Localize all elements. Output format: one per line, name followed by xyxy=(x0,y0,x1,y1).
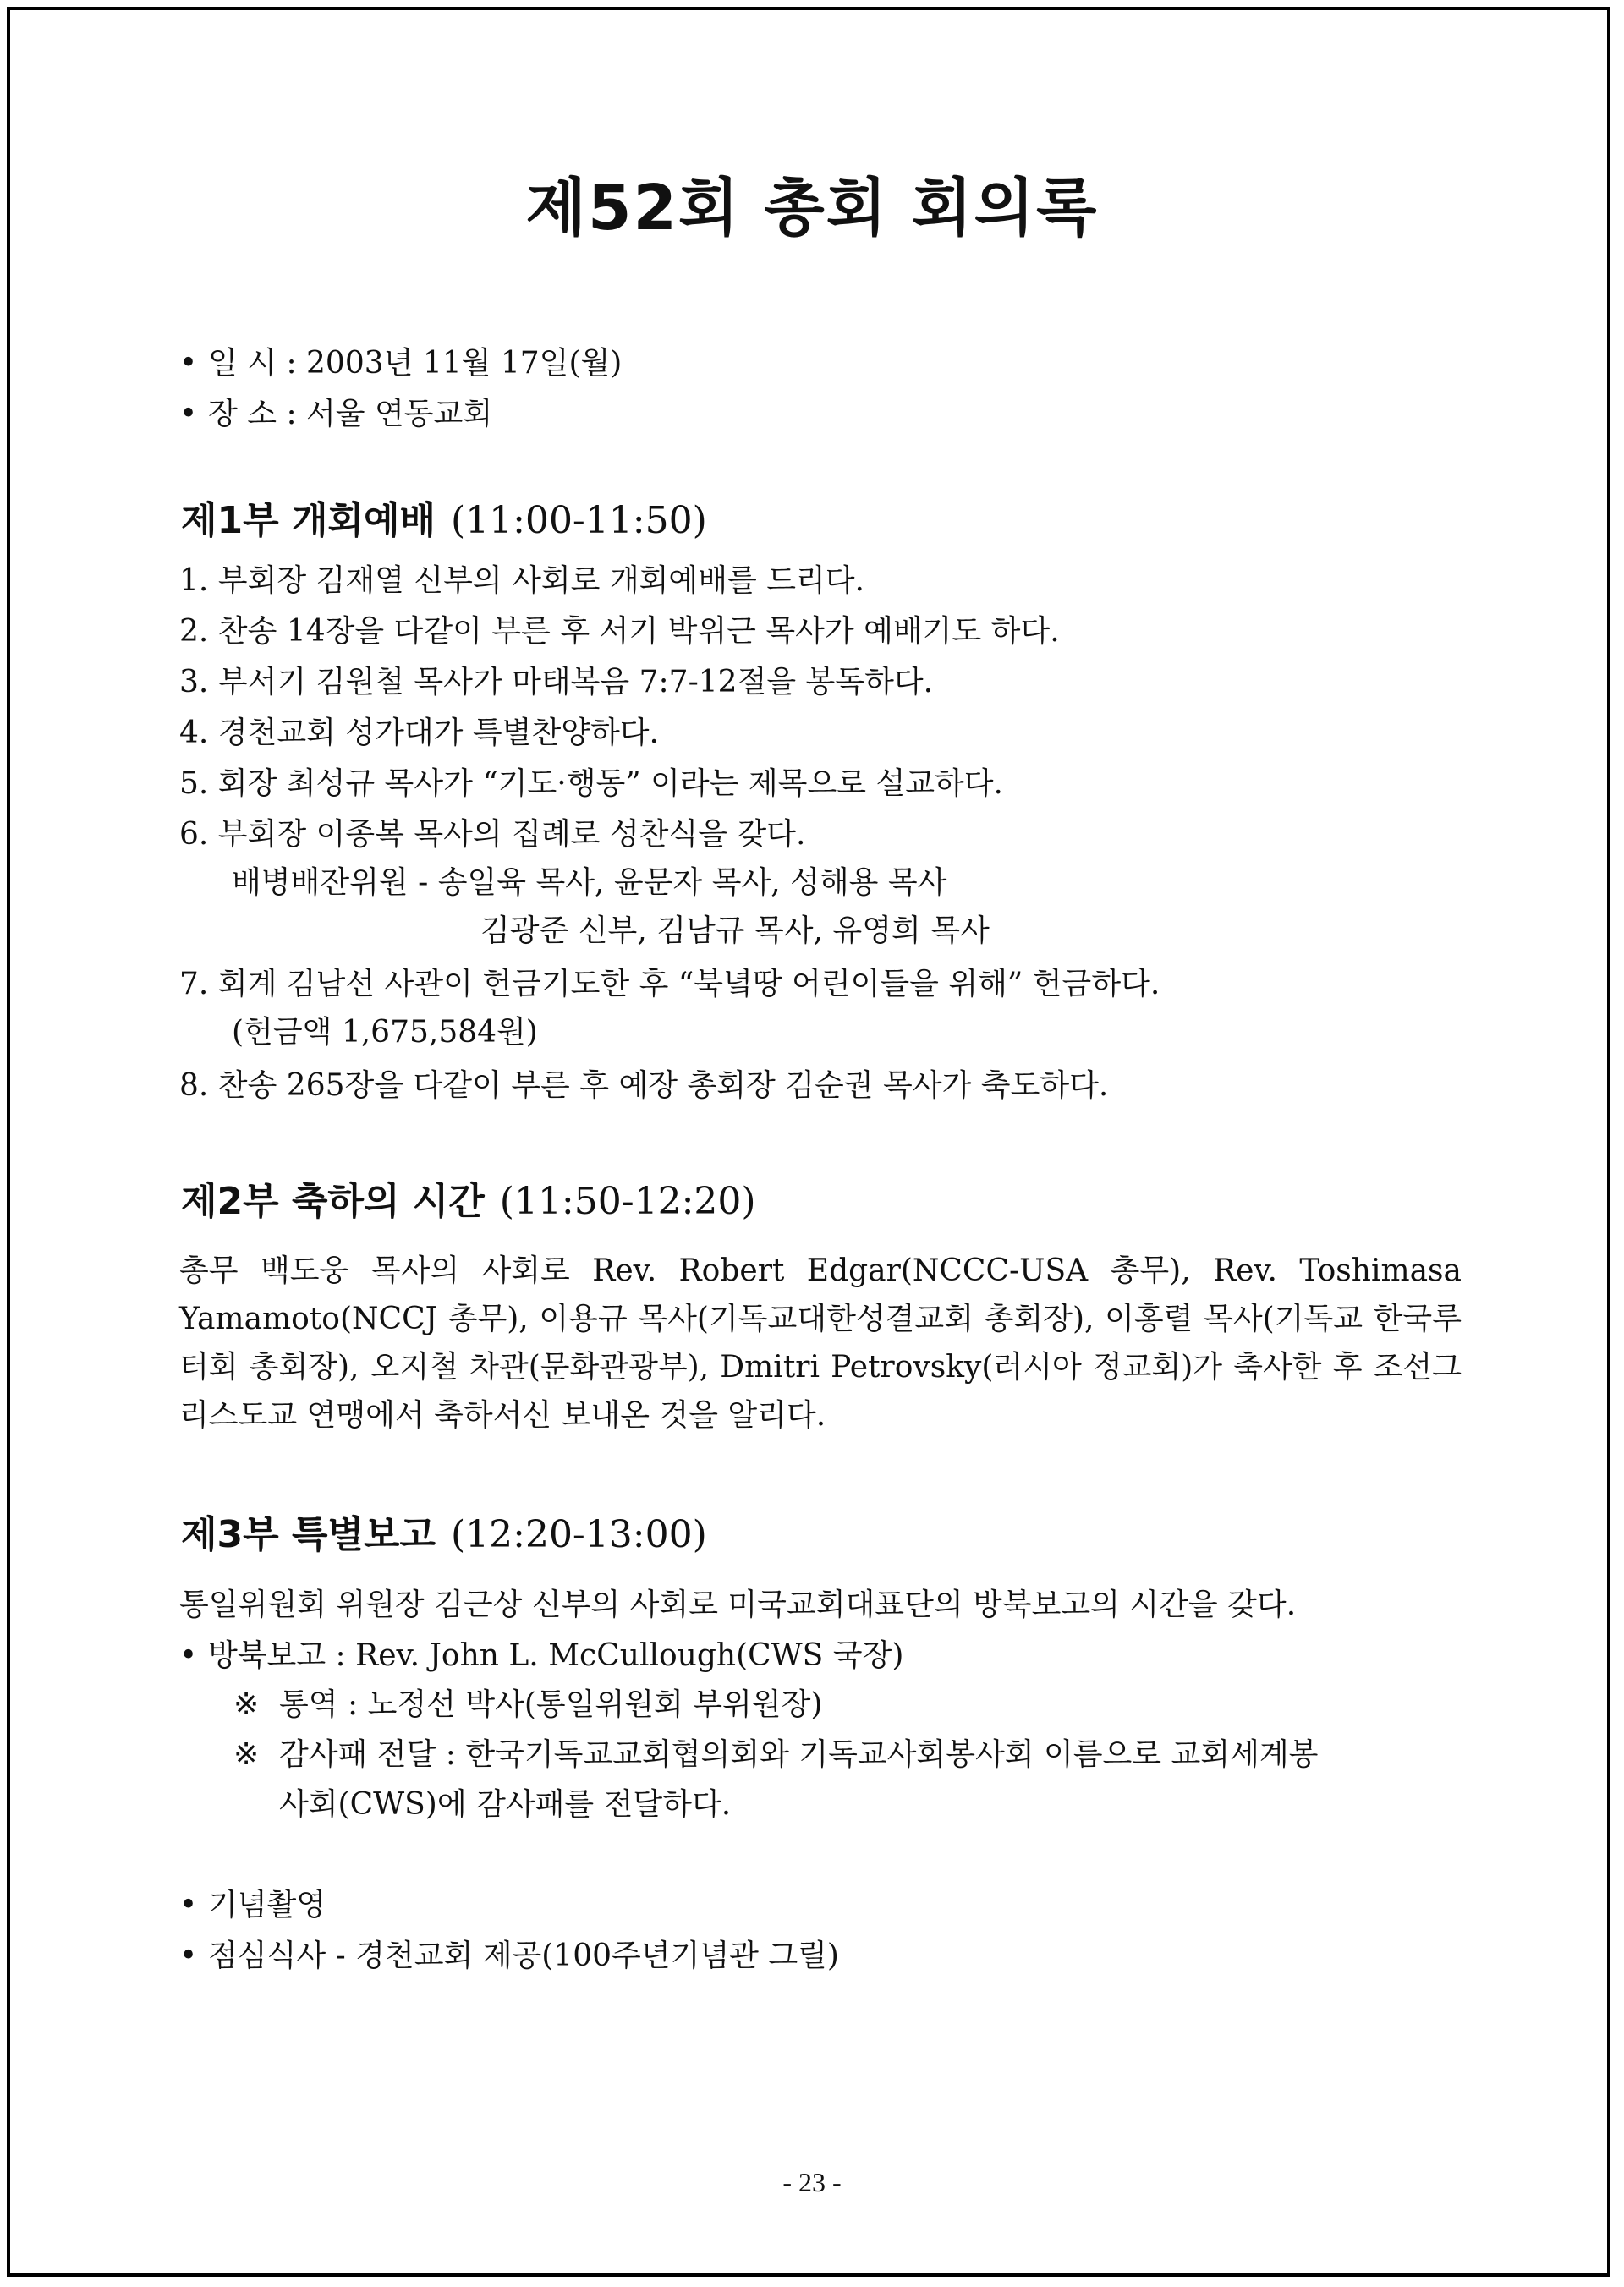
meta-place xyxy=(179,393,1465,436)
part3-note xyxy=(233,1734,1519,1776)
part1-item: 6. 부회장 이종복 목사의 집례로 성찬식을 갖다. xyxy=(179,817,806,852)
meta-place-text: 장 소 : 서울 연동교회 xyxy=(208,397,493,431)
part3-name: 제3부 특별보고 xyxy=(181,1513,436,1556)
part1-item: 8. 찬송 265장을 다같이 부른 후 예장 총회장 김순권 목사가 축도하다. xyxy=(179,1068,1109,1103)
part1-item-offering: (헌금액 1,675,584원) xyxy=(232,1015,538,1050)
part1-item: 4. 경천교회 성가대가 특별찬양하다. xyxy=(179,716,659,750)
bullet-icon: • xyxy=(179,1638,198,1673)
part1-item: 5. 회장 최성규 목사가 “기도·행동” 이라는 제목으로 설교하다. xyxy=(179,766,1003,801)
part1-time: (11:00-11:50) xyxy=(450,499,707,542)
part2-name: 제2부 축하의 시간 xyxy=(181,1180,485,1223)
reference-mark-icon: ※ xyxy=(233,1687,260,1722)
part3-note-cont: 사회(CWS)에 감사패를 전달하다. xyxy=(279,1787,732,1822)
part1-item: 3. 부서기 김원철 목사가 마태복음 7:7-12절을 봉독하다. xyxy=(179,665,934,699)
part1-name: 제1부 개회예배 xyxy=(181,499,436,542)
bullet-icon: • xyxy=(179,1939,198,1973)
part1-item-committee: 배병배잔위원 - 송일육 목사, 윤문자 목사, 성해용 목사 xyxy=(232,865,947,900)
document-title: 제52회 총회 회의록 xyxy=(525,172,1099,244)
part3-intro: 통일위원회 위원장 김근상 신부의 사회로 미국교회대표단의 방북보고의 시간을 갖다. xyxy=(179,1588,1297,1622)
part3-report-text: 방북보고 : Rev. John L. McCullough(CWS 국장) xyxy=(208,1638,904,1673)
part3-report xyxy=(179,1635,1465,1677)
part1-item: 7. 회계 김남선 사관이 헌금기도한 후 “북녘땅 어린이들을 위해” 헌금하다. xyxy=(179,967,1160,1001)
part3-note xyxy=(233,1684,1519,1726)
part3-note-text: 감사패 전달 : 한국기독교교회협의회와 기독교사회봉사회 이름으로 교회세계봉 xyxy=(279,1737,1319,1772)
closing-item-text: 점심식사 - 경천교회 제공(100주년기념관 그릴) xyxy=(208,1939,839,1973)
bullet-icon: • xyxy=(179,1888,198,1922)
part3-heading xyxy=(181,1510,707,1560)
bullet-icon: • xyxy=(179,346,198,381)
page-number: - 23 - xyxy=(782,2167,842,2197)
part3-time: (12:20-13:00) xyxy=(450,1513,707,1556)
reference-mark-icon: ※ xyxy=(233,1737,260,1772)
part1-item: 1. 부회장 김재열 신부의 사회로 개회예배를 드리다. xyxy=(179,563,864,598)
part1-item: 2. 찬송 14장을 다같이 부른 후 서기 박위근 목사가 예배기도 하다. xyxy=(179,614,1060,649)
closing-item xyxy=(179,1884,1465,1927)
part3-note-text: 통역 : 노정선 박사(통일위원회 부위원장) xyxy=(279,1687,823,1722)
meta-date-text: 일 시 : 2003년 11월 17일(월) xyxy=(208,346,623,381)
part2-paragraph: 총무 백도웅 목사의 사회로 Rev. Robert Edgar(NCCC-USA 총무), Rev. Toshimasa Yamamoto(NCCJ 총무), 이용규 목사(기독교대한성결교회 총회장), 이홍렬 목사(기독교 한국루터회 총회장), 오지철 차관(문화관광부), Dmitri Petrovsky(러시아 정교회)가 축사한 후 조선그리스도교 연맹에서 축하서신 보내온 것을 알리다. xyxy=(179,1253,1462,1433)
part2-heading xyxy=(181,1176,756,1227)
part1-item-committee-cont: 김광준 신부, 김남규 목사, 유영희 목사 xyxy=(480,913,990,948)
closing-item-text: 기념촬영 xyxy=(208,1888,326,1922)
part1-heading xyxy=(181,496,707,546)
part2-time: (11:50-12:20) xyxy=(499,1180,756,1223)
bullet-icon: • xyxy=(179,397,198,431)
meta-date xyxy=(179,343,1465,385)
closing-item xyxy=(179,1935,1465,1977)
